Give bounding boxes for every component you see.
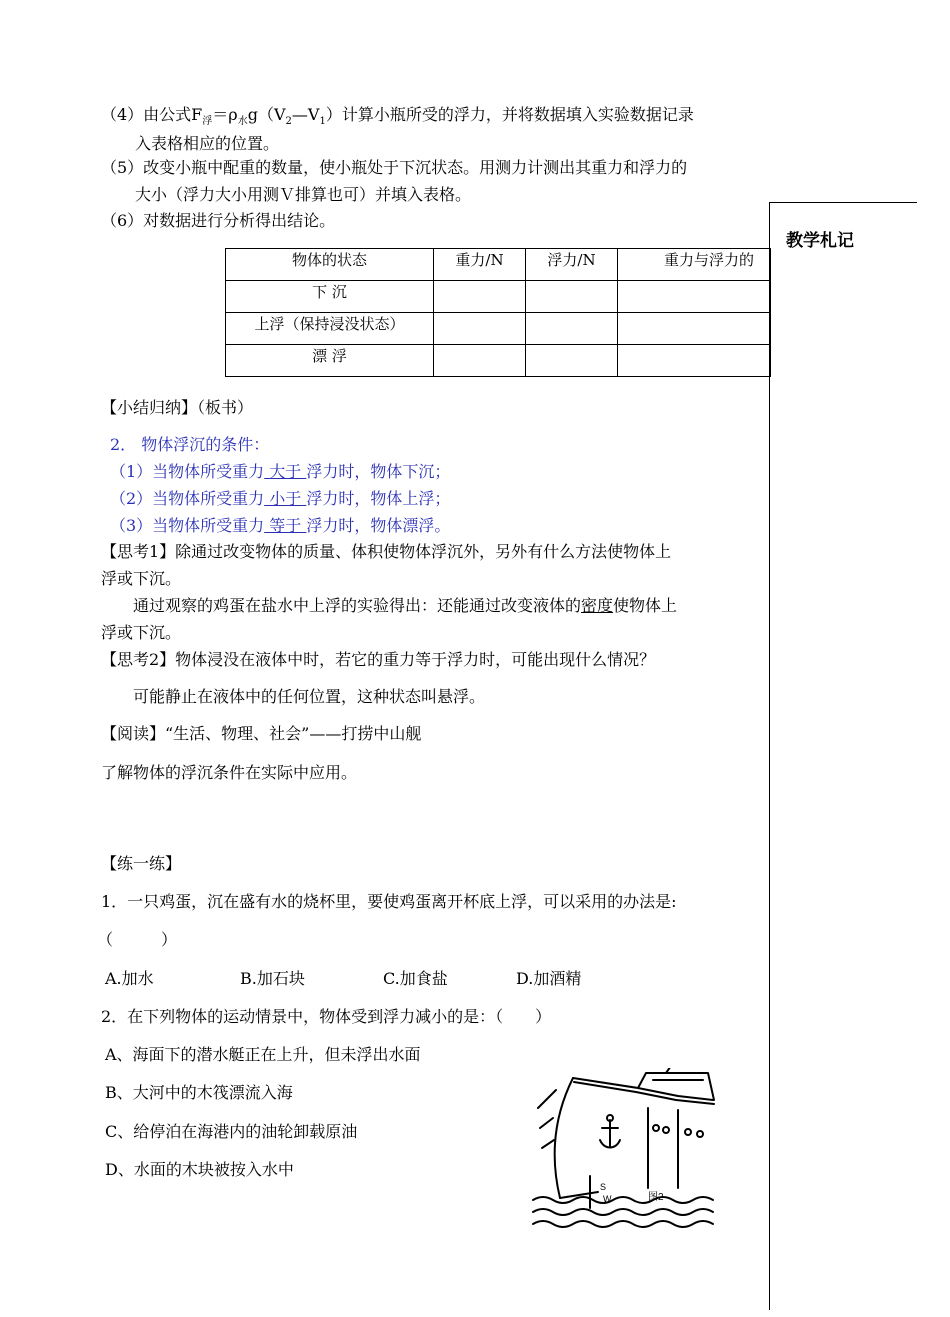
table-row (226, 281, 771, 313)
table-header-state: 物体的状态 (226, 249, 434, 281)
table-cell (618, 281, 771, 313)
condition-3: （3）当物体所受重力 等于 浮力时，物体漂浮。 (110, 516, 451, 535)
table-cell (434, 281, 526, 313)
notes-sidebar (769, 202, 916, 1310)
table-row-label: 漂 浮 (226, 345, 434, 377)
condition-2-answer: 小于 (264, 489, 307, 508)
table-cell (618, 313, 771, 345)
notes-sidebar-title: 教学札记 (786, 231, 854, 251)
think-2-answer: 可能静止在液体中的任何位置，这种状态叫悬浮。 (133, 687, 486, 706)
data-table (225, 248, 771, 377)
table-cell (618, 345, 771, 377)
question-1-blank: （ ） (97, 930, 178, 949)
think-1-answer-line-1: 通过观察的鸡蛋在盐水中上浮的实验得出：还能通过改变液体的密度使物体上 (133, 596, 678, 615)
table-row-label: 上浮（保持浸没状态） (226, 313, 434, 345)
figure-caption: 图2 (648, 1192, 664, 1203)
table-header-gravity: 重力/N (434, 249, 526, 281)
step-4-line-1: （4）由公式$F_浮=\rho_水g(V_2—V_1)$计算小瓶所受的浮力，并将数据填入实验数据记录 (101, 105, 694, 128)
question-1-option-c: C.加食盐 (383, 969, 448, 988)
table-cell (526, 313, 618, 345)
reading-body: 了解物体的浮沉条件在实际中应用。 (101, 763, 358, 782)
table-row-label: 下 沉 (226, 281, 434, 313)
think-1-answer-keyword: 密度 (581, 596, 614, 615)
step-5-line-2: 大小（浮力大小用测Ｖ排算也可）并填入表格。 (135, 185, 472, 204)
table-row (226, 345, 771, 377)
table-header-relation: 重力与浮力的 (618, 249, 771, 281)
think-2-question: 【思考2】物体浸没在液体中时，若它的重力等于浮力时，可能出现什么情况？ (101, 650, 656, 669)
think-1-question-line-2: 浮或下沉。 (101, 569, 182, 588)
table-cell (434, 313, 526, 345)
step-4-line-2: 入表格相应的位置。 (135, 134, 280, 153)
reading-title: 【阅读】“生活、物理、社会”——打捞中山舰 (101, 724, 422, 743)
condition-1-answer: 大于 (264, 462, 307, 481)
ship-mark-s: S (600, 1182, 607, 1192)
table-cell (526, 345, 618, 377)
practice-heading: 【练一练】 (101, 854, 182, 873)
question-2-option-c: C、给停泊在海港内的油轮卸载原油 (105, 1122, 358, 1141)
step-5-line-1: （5）改变小瓶中配重的数量，使小瓶处于下沉状态。用测力计测出其重力和浮力的 (101, 158, 688, 177)
table-header-row (226, 249, 771, 281)
question-1-option-a: A.加水 (105, 969, 154, 988)
question-2-option-d: D、水面的木块被按入水中 (105, 1160, 294, 1179)
table-row (226, 313, 771, 345)
question-2: 2．在下列物体的运动情景中，物体受到浮力减小的是：（ ） (101, 1007, 552, 1026)
condition-title: 2． 物体浮沉的条件： (110, 435, 270, 454)
question-1-option-d: D.加酒精 (516, 969, 582, 988)
condition-2: （2）当物体所受重力 小于 浮力时，物体上浮； (110, 489, 451, 508)
question-1: 1．一只鸡蛋，沉在盛有水的烧杯里，要使鸡蛋离开杯底上浮，可以采用的办法是: (101, 892, 677, 911)
question-1-option-b: B.加石块 (240, 969, 305, 988)
table-cell (526, 281, 618, 313)
think-1-answer-line-2: 浮或下沉。 (101, 623, 182, 642)
ship-figure (528, 1068, 718, 1228)
think-1-question-line-1: 【思考1】除通过改变物体的质量、体积使物体浮沉外，另外有什么方法使物体上 (101, 542, 672, 561)
question-2-option-a: A、海面下的潜水艇正在上升，但未浮出水面 (105, 1045, 421, 1064)
question-2-option-b: B、大河中的木筏漂流入海 (105, 1083, 293, 1102)
table-cell (434, 345, 526, 377)
table-header-buoyancy: 浮力/N (526, 249, 618, 281)
condition-3-answer: 等于 (264, 516, 307, 535)
ship-mark-w: W (603, 1194, 612, 1204)
condition-1: （1）当物体所受重力 大于 浮力时，物体下沉； (110, 462, 451, 481)
summary-heading: 【小结归纳】（板书） (101, 398, 254, 417)
step-6: （6）对数据进行分析得出结论。 (101, 211, 336, 230)
